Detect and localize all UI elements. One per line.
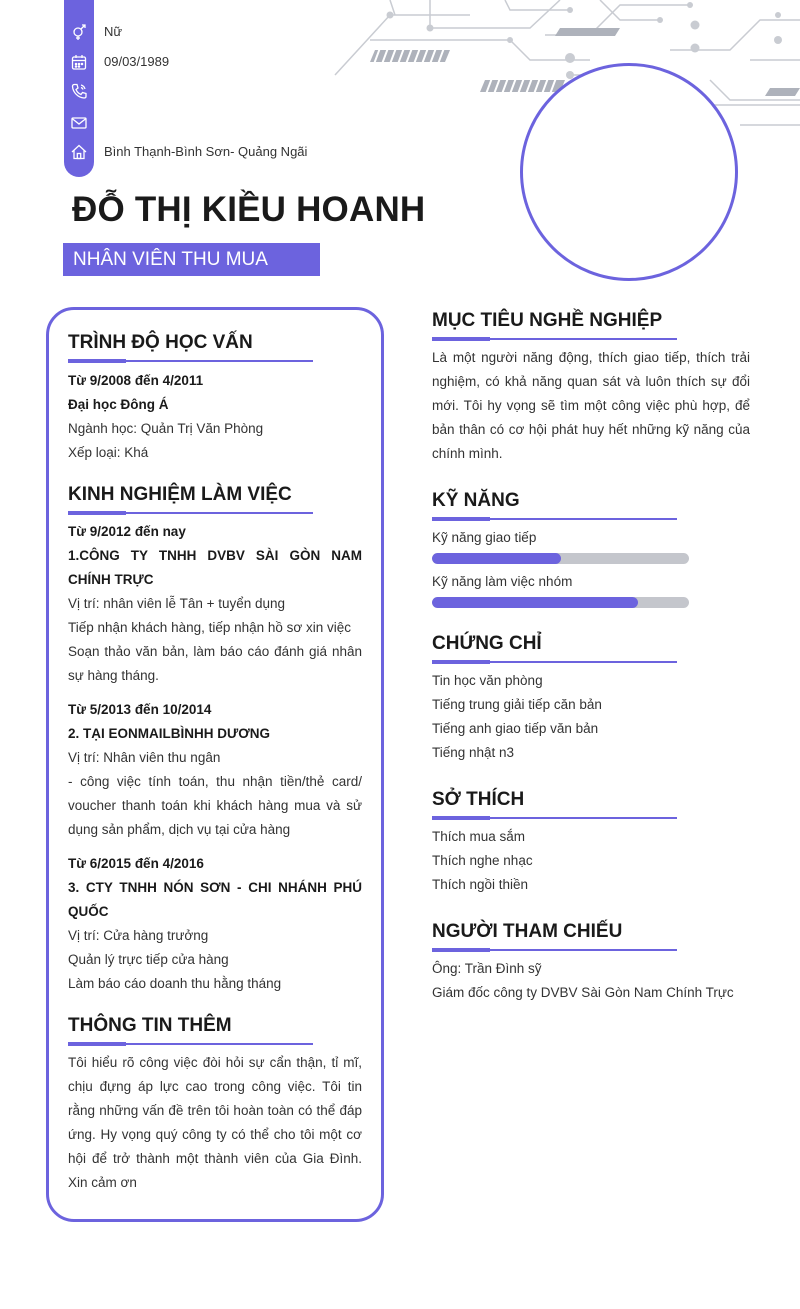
certificate-item: Tiếng nhật n3 [432,745,515,760]
address-text: Bình Thạnh-Bình Sơn- Quảng Ngãi [104,144,308,159]
certificates-title: CHỨNG CHỈ [432,633,542,654]
hobby-item: Thích ngồi thiền [432,877,529,892]
skill-1-bar-fill [432,553,561,564]
experience-title: KINH NGHIỆM LÀM VIỆC [68,484,292,505]
candidate-name: ĐỖ THỊ KIỀU HOANH [72,190,426,229]
education-period: Từ 9/2008 đến 4/2011 [68,373,204,388]
certificate-item: Tiếng anh giao tiếp văn bản [432,721,599,736]
calendar-icon [70,53,88,71]
job-3-line-1: Vị trí: Cửa hàng trưởng [68,928,209,943]
job-3-line-3: Làm báo cáo doanh thu hằng tháng [68,976,282,991]
hobbies-title: SỞ THÍCH [432,789,525,810]
avatar-photo-frame [520,63,738,281]
job-2-period: Từ 5/2013 đến 10/2014 [68,702,212,717]
objective-divider [432,338,677,340]
skills-divider [432,518,677,520]
job-1-period: Từ 9/2012 đến nay [68,524,186,539]
additional-info-title: THÔNG TIN THÊM [68,1015,232,1036]
education-grade: Xếp loại: Khá [68,445,149,460]
job-2-company: 2. TẠI EONMAILBÌNHH DƯƠNG [68,726,270,741]
hobby-item: Thích mua sắm [432,829,526,844]
education-divider [68,360,313,362]
certificate-item: Tin học văn phòng [432,673,543,688]
job-1-line-1: Vị trí: nhân viên lễ Tân + tuyển dụng [68,596,286,611]
home-icon [70,143,88,161]
job-1-line-3: Soạn thảo văn bản, làm báo cáo đánh giá nhân sự hàng tháng. [68,644,362,683]
job-2-line-2: - công việc tính toán, thu nhận tiền/thẻ card/ voucher thanh toán khi khách hàng mua và sử dụng sản phẩm, dịch vụ tại cửa hàng [68,774,362,837]
objective-text: Là một người năng động, thích giao tiếp, thích trải nghiệm, có khả năng quan sát và luôn thích sự đổi mới. Tôi hy vọng sẽ tìm một công việc phù hợp, để bản thân có cơ hội phát huy hết những kỹ năng của chính mình. [432,350,750,461]
education-school: Đại học Đông Á [68,397,169,412]
objective-title: MỤC TIÊU NGHỀ NGHIỆP [432,310,663,331]
skill-1-label: Kỹ năng giao tiếp [432,530,537,545]
reference-title: NGƯỜI THAM CHIẾU [432,921,623,942]
skill-1-bar [432,553,689,564]
job-2-line-1: Vị trí: Nhân viên thu ngân [68,750,221,765]
job-title-badge: NHÂN VIÊN THU MUA [63,243,320,276]
job-3-line-2: Quản lý trực tiếp cửa hàng [68,952,229,967]
reference-name: Ông: Trần Đình sỹ [432,961,542,976]
education-major: Ngành học: Quản Trị Văn Phòng [68,421,264,436]
job-1-company: 1.CÔNG TY TNHH DVBV SÀI GÒN NAM CHÍNH TRỰC [68,548,362,587]
additional-info-divider [68,1043,313,1045]
job-1-line-2: Tiếp nhận khách hàng, tiếp nhận hồ sơ xin việc [68,620,352,635]
skills-title: KỸ NĂNG [432,490,520,511]
skill-2-bar-fill [432,597,638,608]
gender-text: Nữ [104,24,123,39]
reference-divider [432,949,677,951]
reference-role: Giám đốc công ty DVBV Sài Gòn Nam Chính Trực [432,985,734,1000]
skill-2-bar [432,597,689,608]
job-3-company: 3. CTY TNHH NÓN SƠN - CHI NHÁNH PHÚ QUỐC [68,880,362,919]
email-icon [70,114,88,132]
hobby-item: Thích nghe nhạc [432,853,533,868]
job-3-period: Từ 6/2015 đến 4/2016 [68,856,204,871]
additional-info-text: Tôi hiểu rõ công việc đòi hỏi sự cẩn thận, tỉ mĩ, chịu đựng áp lực cao trong công việc. Tôi tin rằng những vấn đề trên tôi hoàn toàn có thể đáp ứng. Hy vọng quý công ty có thể cho tôi một cơ hội để trở thành một thành viên của Gia Đình. Xin cảm ơn [68,1055,362,1190]
dob-text: 09/03/1989 [104,54,170,69]
education-title: TRÌNH ĐỘ HỌC VẤN [68,332,253,353]
certificates-divider [432,661,677,663]
phone-icon [70,82,88,100]
experience-divider [68,512,313,514]
gender-icon [70,23,88,41]
certificate-item: Tiếng trung giải tiếp căn bản [432,697,602,712]
skill-2-label: Kỹ năng làm việc nhóm [432,574,573,589]
hobbies-divider [432,817,677,819]
